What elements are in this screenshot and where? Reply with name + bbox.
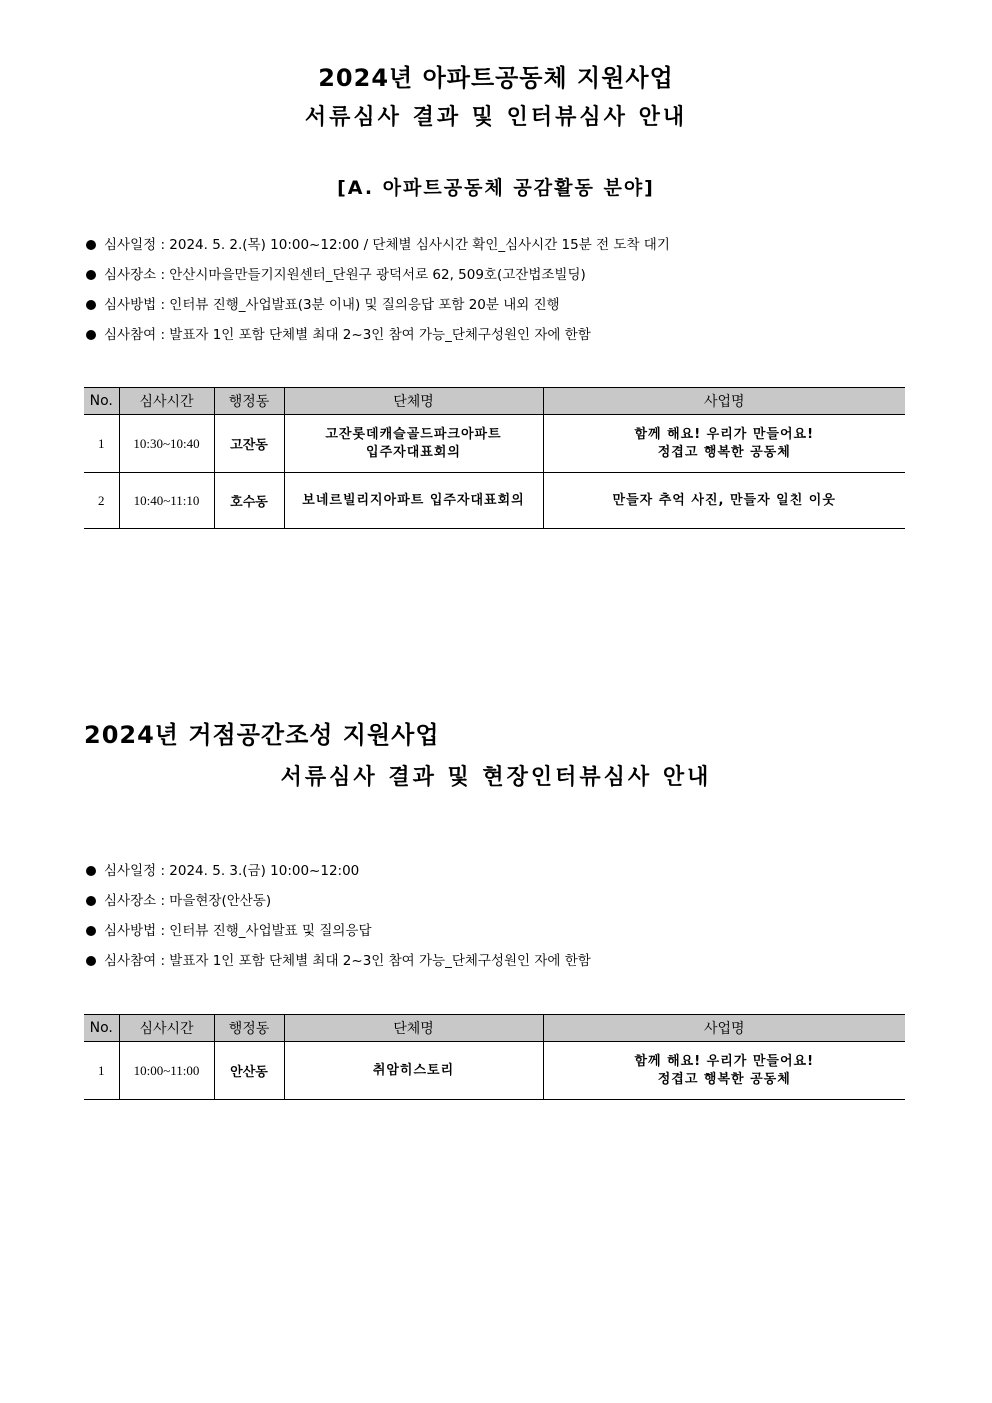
table-row: 1 10:00~11:00 안산동 취암히스토리 함께 해요! 우리가 만들어요! 정겹고 행복한 공동체 [84,1042,905,1100]
col-header: 단체명 [284,1015,543,1042]
list-item: 심사방법 : 인터뷰 진행_사업발표 및 질의응답 [86,916,591,946]
section-title: 2024년 거점공간조성 지원사업 [84,721,440,749]
col-header: 심사시간 [119,1015,214,1042]
bullet-icon [86,896,96,906]
col-header: 행정동 [214,388,284,415]
list-item: 심사방법 : 인터뷰 진행_사업발표(3분 이내) 및 질의응답 포함 20분 내외 진행 [86,290,670,320]
col-header: 심사시간 [119,388,214,415]
list-item: 심사장소 : 안산시마을만들기지원센터_단원구 광덕서로 62, 509호(고잔법조빌딩) [86,260,670,290]
bullet-icon [86,926,96,936]
table-row: 2 10:40~11:10 호수동 보네르빌리지아파트 입주자대표회의 만들자 추억 사진, 만들자 일친 이웃 [84,473,905,529]
bullet-icon [86,240,96,250]
info-list [86,230,670,350]
section-tag: [A. 아파트공동체 공감활동 분야] [337,177,655,199]
table-header [84,388,905,415]
list-item: 심사참여 : 발표자 1인 포함 단체별 최대 2~3인 참여 가능_단체구성원인 자에 한함 [86,946,591,976]
bullet-icon [86,956,96,966]
col-header: No. [84,388,119,415]
list-item: 심사참여 : 발표자 1인 포함 단체별 최대 2~3인 참여 가능_단체구성원인 자에 한함 [86,320,670,350]
bullet-icon [86,866,96,876]
page-title: 2024년 아파트공동체 지원사업 [318,64,674,92]
schedule-table-b [84,1014,905,1100]
section-subtitle: 서류심사 결과 및 현장인터뷰심사 안내 [280,765,712,790]
list-item: 심사장소 : 마을현장(안산동) [86,886,591,916]
col-header: 사업명 [543,388,905,415]
list-item: 심사일정 : 2024. 5. 2.(목) 10:00~12:00 / 단체별 심사시간 확인_심사시간 15분 전 도착 대기 [86,230,670,260]
table-header [84,1015,905,1042]
page-subtitle: 서류심사 결과 및 인터뷰심사 안내 [304,105,688,130]
bullet-icon [86,270,96,280]
bullet-icon [86,300,96,310]
bullet-icon [86,330,96,340]
col-header: 단체명 [284,388,543,415]
list-item: 심사일정 : 2024. 5. 3.(금) 10:00~12:00 [86,856,591,886]
col-header: 사업명 [543,1015,905,1042]
col-header: No. [84,1015,119,1042]
col-header: 행정동 [214,1015,284,1042]
table-row: 1 10:30~10:40 고잔동 고잔롯데캐슬골드파크아파트 입주자대표회의 함께 해요! 우리가 만들어요! 정겹고 행복한 공동체 [84,415,905,473]
info-list [86,856,591,976]
schedule-table-a [84,387,905,529]
